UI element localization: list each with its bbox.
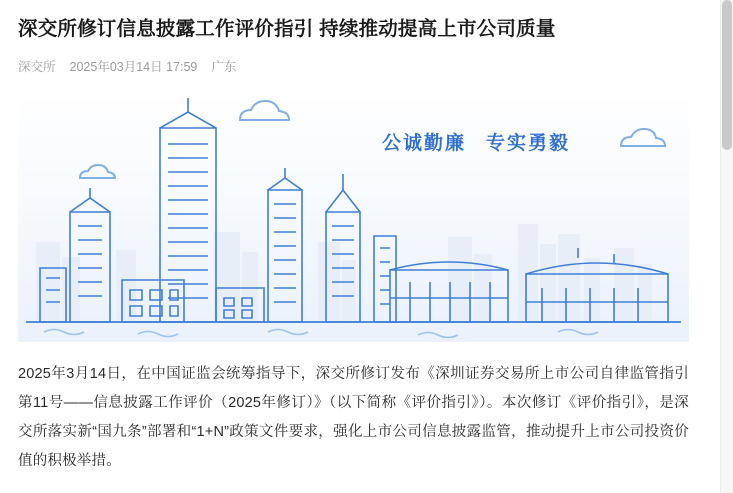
article-location: 广东: [211, 60, 237, 74]
scrollbar[interactable]: [720, 0, 733, 493]
hero-slogan-part2: 专实勇毅: [486, 133, 571, 154]
scrollbar-thumb[interactable]: [722, 0, 732, 150]
article-source: 深交所: [18, 60, 56, 74]
hero-slogan-part1: 公诚勤廉: [382, 133, 467, 154]
article-meta: [18, 58, 689, 76]
background-skyline: [36, 224, 652, 322]
water-ripples: [44, 330, 598, 338]
hero-slogan: [382, 128, 570, 155]
page-title: 深交所修订信息披露工作评价指引 持续推动提高上市公司质量: [18, 18, 556, 40]
skyline-graphic: [18, 92, 689, 342]
cloud-icon: [80, 101, 665, 178]
hero-illustration: [18, 92, 689, 342]
article-body: 2025年3月14日，在中国证监会统筹指导下，深交所修订发布《深圳证券交易所上市公司自律监管指引第11号——信息披露工作评价（2025年修订）》（以下简称《评价指引》）。本次修订《评价指引》，是深交所落实新“国九条”部署和“1+N”政策文件要求，强化上市公司信息披露监管，推动提升上市公司投资价值的积极举措。: [18, 366, 689, 469]
article-datetime: 2025年03月14日 17:59: [69, 60, 198, 74]
